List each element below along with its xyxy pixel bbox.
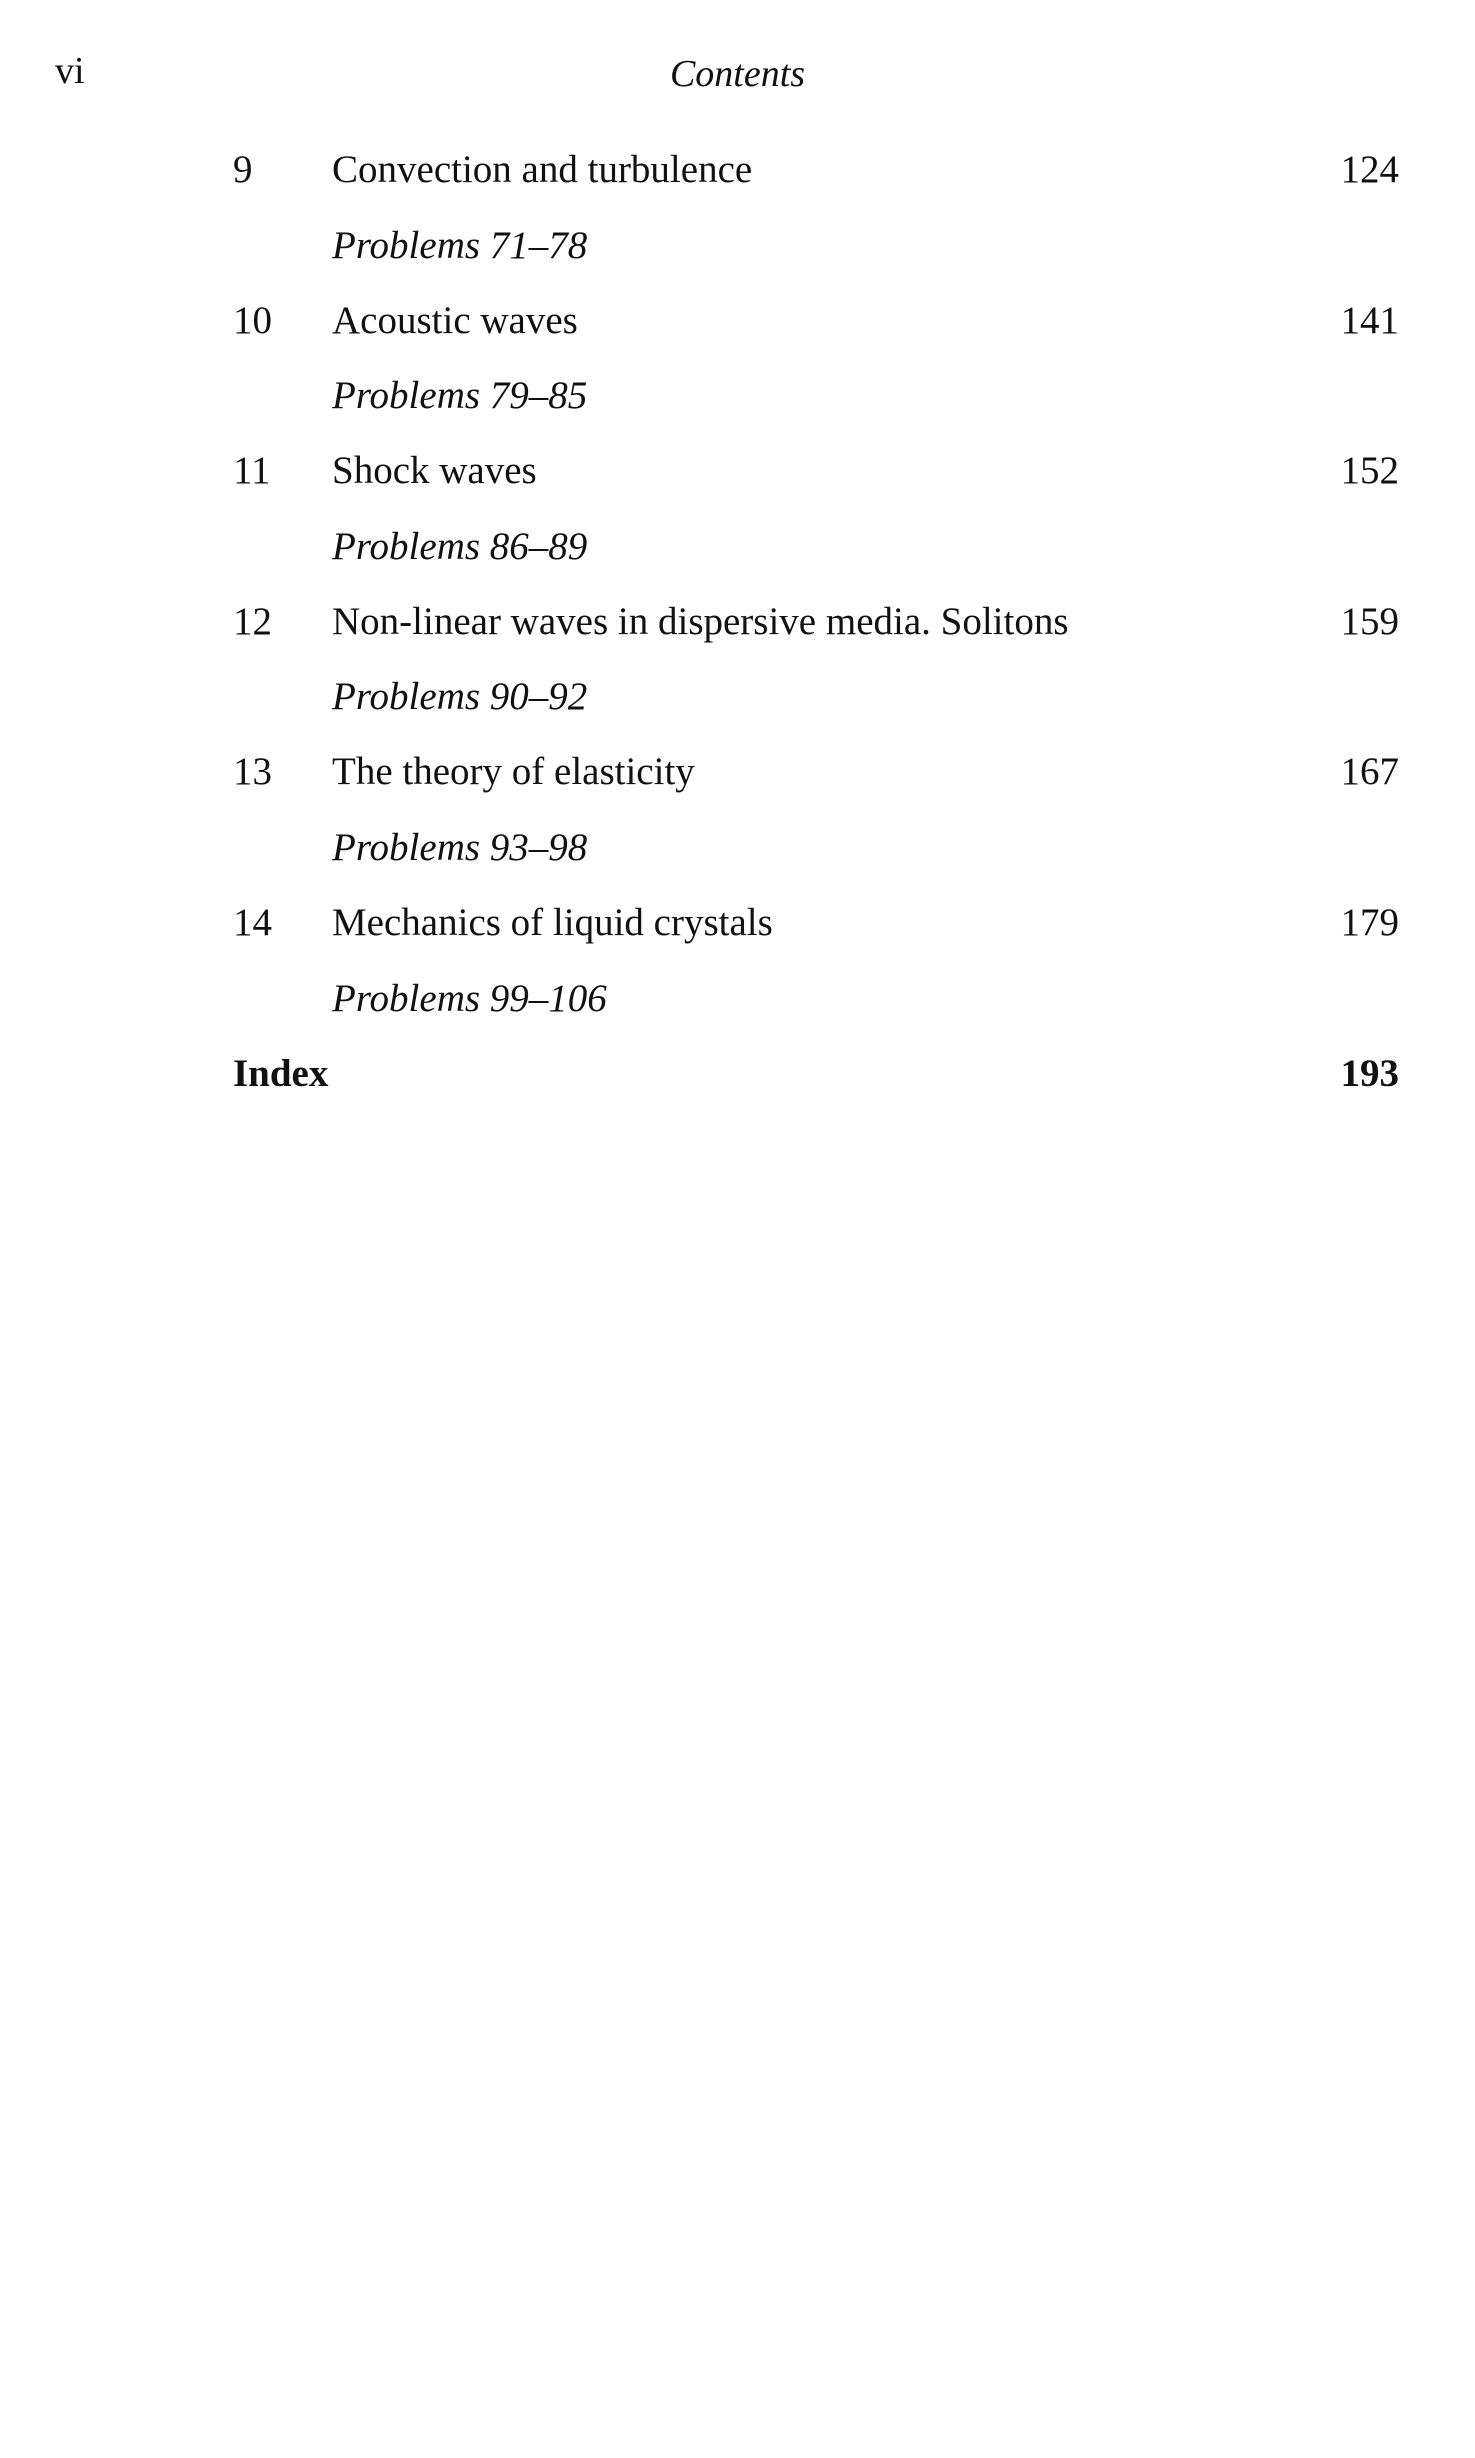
toc-chapter-11: [0, 446, 1475, 496]
toc-problems-11: [0, 522, 1475, 572]
problems-range: Problems 86–89: [332, 525, 588, 568]
chapter-title: Non-linear waves in dispersive media. Solitons: [332, 600, 1069, 643]
chapter-page: 159: [1340, 600, 1399, 643]
problems-range: Problems 90–92: [332, 675, 588, 718]
toc-index: [0, 1049, 1475, 1099]
toc-problems-12: [0, 672, 1475, 722]
chapter-number: 12: [233, 600, 272, 643]
toc-chapter-9: [0, 145, 1475, 195]
chapter-page: 141: [1340, 299, 1399, 342]
toc-chapter-10: [0, 296, 1475, 346]
chapter-page: 124: [1340, 148, 1399, 191]
chapter-title: Shock waves: [332, 449, 537, 492]
chapter-page: 152: [1340, 449, 1399, 492]
toc-chapter-12: [0, 597, 1475, 647]
problems-range: Problems 93–98: [332, 826, 588, 869]
chapter-page: 167: [1340, 750, 1399, 793]
chapter-number: 14: [233, 901, 272, 944]
chapter-number: 11: [233, 449, 271, 492]
chapter-number: 13: [233, 750, 272, 793]
chapter-title: Convection and turbulence: [332, 148, 753, 191]
toc-problems-13: [0, 823, 1475, 873]
toc-chapter-14: [0, 898, 1475, 948]
problems-range: Problems 79–85: [332, 374, 588, 417]
running-head: Contents: [669, 53, 806, 95]
toc-problems-14: [0, 974, 1475, 1024]
chapter-number: 10: [233, 299, 272, 342]
toc-problems-9: [0, 221, 1475, 271]
problems-range: Problems 71–78: [332, 224, 588, 267]
index-page: 193: [1340, 1052, 1399, 1095]
chapter-page: 179: [1340, 901, 1399, 944]
index-label: Index: [233, 1052, 329, 1095]
chapter-title: Acoustic waves: [332, 299, 578, 342]
page-number: vi: [55, 50, 85, 92]
problems-range: Problems 99–106: [332, 977, 607, 1020]
chapter-title: Mechanics of liquid crystals: [332, 901, 773, 944]
chapter-number: 9: [233, 148, 253, 191]
toc-chapter-13: [0, 747, 1475, 797]
chapter-title: The theory of elasticity: [332, 750, 695, 793]
toc-problems-10: [0, 371, 1475, 421]
